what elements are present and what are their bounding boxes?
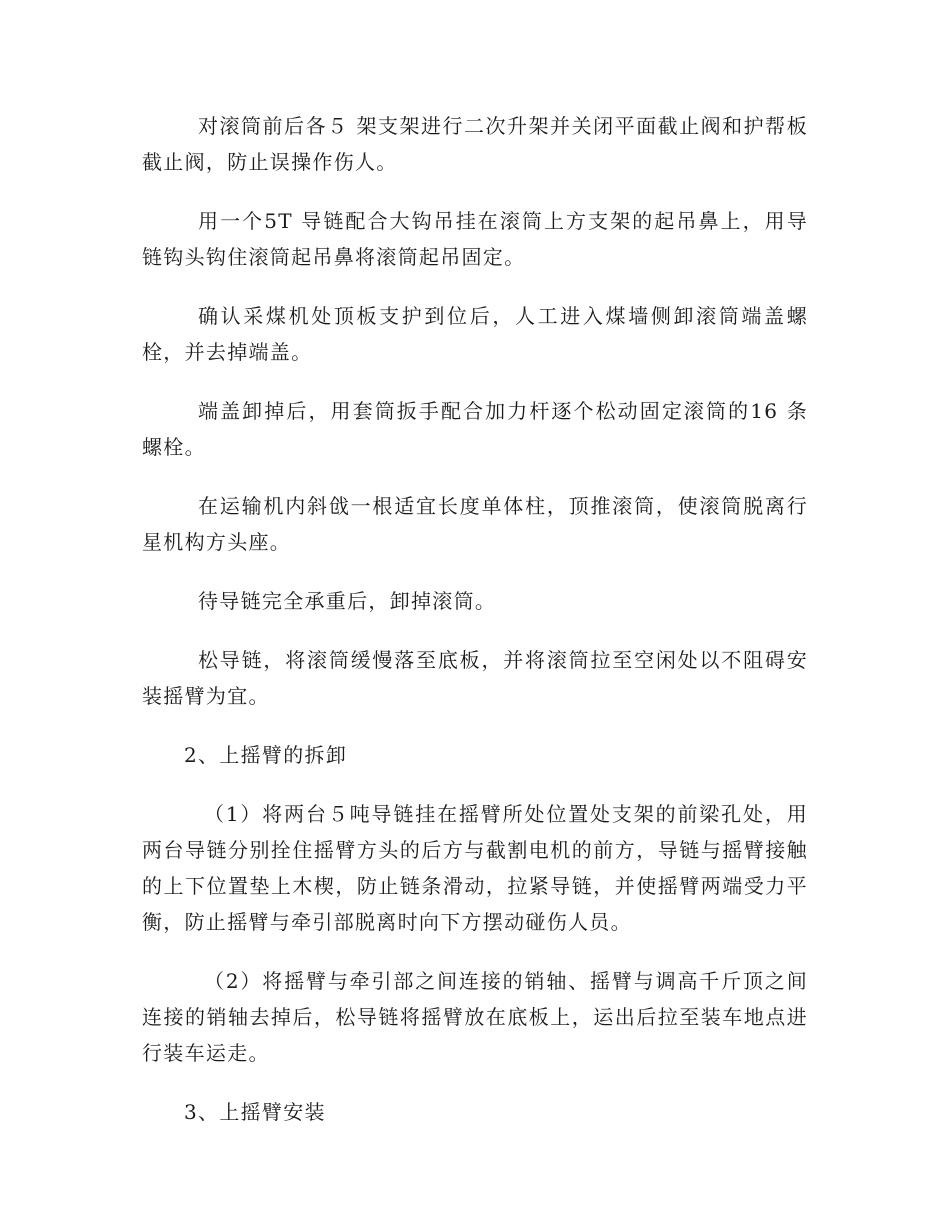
paragraph-7: 松导链，将滚筒缓慢落至底板，并将滚筒拉至空闲处以不阻碍安装摇臂为宜。 <box>142 648 808 708</box>
paragraph-1: 对滚筒前后各５ 架支架进行二次升架并关闭平面截止阀和护帮板截止阀，防止误操作伤人。 <box>142 114 808 174</box>
section-heading-3: 3、上摇臂安装 <box>184 1100 326 1124</box>
paragraph-2: 用一个5T 导链配合大钩吊挂在滚筒上方支架的起吊鼻上，用导链钩头钩住滚筒起吊鼻将滚筒起吊固定。 <box>142 209 808 269</box>
paragraph-6: 待导链完全承重后，卸掉滚筒。 <box>198 589 497 613</box>
paragraph-5: 在运输机内斜戗一根适宜长度单体柱，顶推滚筒，使滚筒脱离行星机构方头座。 <box>142 494 808 554</box>
section-heading-2: 2、上摇臂的拆卸 <box>184 743 348 767</box>
paragraph-4: 端盖卸掉后，用套筒扳手配合加力杆逐个松动固定滚筒的16 条螺栓。 <box>142 399 808 459</box>
paragraph-8: （1）将两台５吨导链挂在摇臂所处位置处支架的前梁孔处，用两台导链分别拴住摇臂方头的后方与截割电机的前方，导链与摇臂接触的上下位置垫上木楔，防止链条滑动，拉紧导链，并使摇臂两端受力平衡，防止摇臂与牵引部脱离时向下方摆动碰伤人员。 <box>142 802 808 934</box>
document-body <box>142 108 808 1130</box>
paragraph-9: （2）将摇臂与牵引部之间连接的销轴、摇臂与调高千斤顶之间连接的销轴去掉后，松导链将摇臂放在底板上，运出后拉至装车地点进行装车运走。 <box>142 969 808 1065</box>
paragraph-3: 确认采煤机处顶板支护到位后，人工进入煤墙侧卸滚筒端盖螺栓，并去掉端盖。 <box>142 304 808 364</box>
